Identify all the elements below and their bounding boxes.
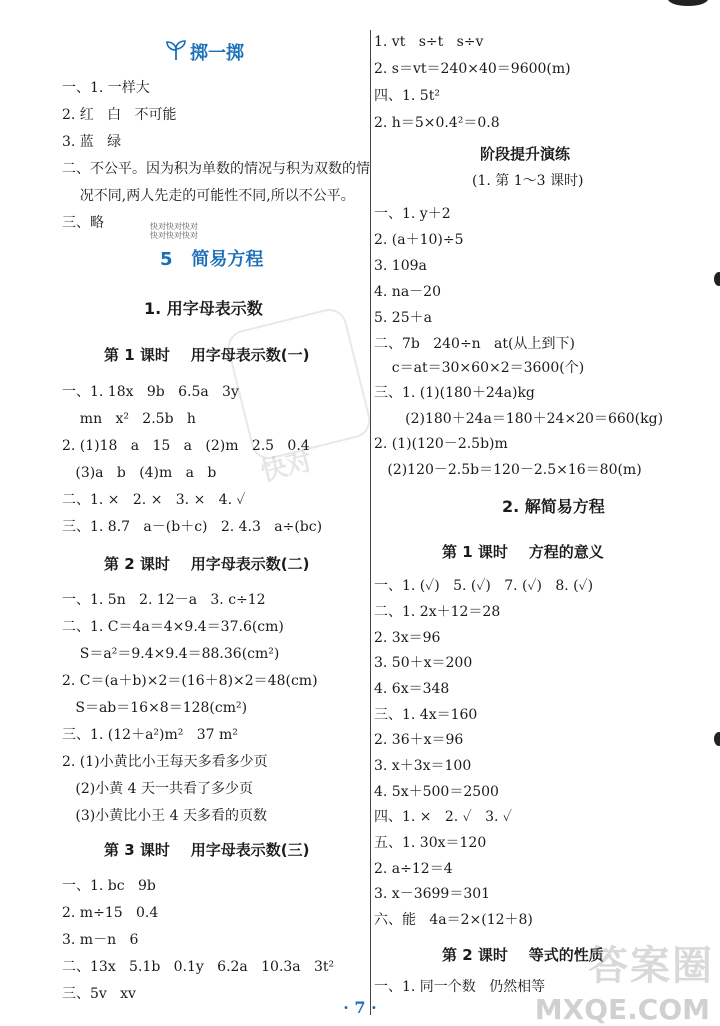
answer-line: S＝ab＝16×8＝128(cm²): [62, 700, 248, 716]
answer-line: S＝a²＝9.4×9.4＝88.36(cm²): [62, 646, 280, 662]
answer-line: 一、1. (✓) 5. (✓) 7. (✓) 8. (✓): [374, 578, 594, 594]
scan-mark-right-2: [714, 732, 720, 746]
answer-line: 5. 25＋a: [374, 310, 432, 326]
answer-line: 三、1. (12＋a²)m² 37 m²: [62, 727, 238, 743]
lesson-title: 第 1 课时 方程的意义: [442, 543, 604, 561]
scan-mark-right-1: [714, 272, 720, 286]
answer-line: 2. (1)18 a 15 a (2)m 2.5 0.4: [62, 438, 310, 454]
stage-subtitle: (1. 第 1～3 课时): [472, 173, 584, 189]
answer-line: 四、1. × 2. ✓ 3. ✓: [374, 809, 512, 825]
answer-line: 四、1. 5t²: [374, 88, 440, 104]
answer-line: (2)180＋24a＝180＋24×20＝660(kg): [374, 411, 664, 427]
answer-line: 二、1. 2x＋12＝28: [374, 604, 501, 620]
answer-line: (2)小黄 4 天一共看了多少页: [62, 781, 253, 797]
answer-line: 五、1. 30x＝120: [374, 835, 487, 851]
answer-line: 3. 蓝 绿: [62, 134, 122, 150]
watermark-text: 快对: [257, 446, 316, 488]
answer-line: 1. vt s÷t s÷v: [374, 34, 484, 50]
answer-line: 一、1. 5n 2. 12－a 3. c÷12: [62, 592, 266, 608]
answer-line: (3)小黄比小王 4 天多看的页数: [62, 808, 267, 824]
stamp-line-2: 快对快对快对: [150, 231, 198, 240]
answer-line: 3. x＋3x＝100: [374, 758, 472, 774]
answer-line: 4. na－20: [374, 284, 441, 300]
stage-title: 阶段提升演练: [480, 145, 571, 163]
answer-line: 3. m－n 6: [62, 932, 139, 948]
answer-line: (3)a b (4)m a b: [62, 465, 217, 481]
answer-line: 2. h＝5×0.4²＝0.8: [374, 115, 500, 131]
answer-line: 2. 3x＝96: [374, 630, 441, 646]
answer-line: 一、1. 同一个数 仍然相等: [374, 979, 546, 995]
answer-line: 三、1. 4x＝160: [374, 707, 478, 723]
answer-line: 4. 6x＝348: [374, 681, 450, 697]
corner-watermark-url: MXQE.COM: [534, 993, 710, 1026]
answer-line: 4. 5x＋500＝2500: [374, 784, 499, 800]
answer-line: 三、1. (1)(180＋24a)kg: [374, 385, 535, 401]
answer-line: 2. m÷15 0.4: [62, 905, 159, 921]
answer-line: 一、1. bc 9b: [62, 878, 156, 894]
answer-line: 三、1. 8.7 a－(b＋c) 2. 4.3 a÷(bc): [62, 519, 323, 535]
answer-line: 2. (1)(120－2.5b)m: [374, 436, 508, 452]
answer-line: 一、1. 一样大: [62, 80, 150, 96]
answer-line: 一、1. y＋2: [374, 206, 451, 222]
page-number: · 7 ·: [343, 998, 377, 1017]
lesson-title: 第 2 课时 等式的性质: [442, 946, 604, 964]
answer-line: 二、1. × 2. × 3. × 4. ✓: [62, 492, 246, 508]
answer-line: 2. C＝(a＋b)×2＝(16＋8)×2＝48(cm): [62, 673, 318, 689]
answer-line: 况不同,两人先走的可能性不同,所以不公平。: [62, 188, 355, 204]
answer-line: 2. (1)小黄比小王每天多看多少页: [62, 754, 268, 770]
answer-line: 2. s＝vt＝240×40＝9600(m): [374, 61, 571, 77]
subunit-title: 1. 用字母表示数: [144, 299, 263, 318]
answer-line: 二、不公平。因为积为单数的情况与积为双数的情: [62, 161, 370, 177]
answer-line: mn x² 2.5b h: [62, 411, 196, 427]
corner-watermark: 答案圈: [588, 943, 714, 989]
answer-line: 2. (a＋10)÷5: [374, 232, 464, 248]
unit-title: 5 简易方程: [160, 249, 264, 270]
answer-line: 二、13x 5.1b 0.1y 6.2a 10.3a 3t²: [62, 959, 335, 975]
lesson-title: 第 3 课时 用字母表示数(三): [104, 841, 310, 859]
answer-line: 2. a÷12＝4: [374, 861, 453, 877]
answer-line: 三、5v xv: [62, 986, 136, 1002]
sprout-icon: [164, 38, 188, 62]
scan-mark-top: [668, 0, 708, 6]
lesson-title: 第 1 课时 用字母表示数(一): [104, 346, 310, 364]
answer-line: 二、7b 240÷n at(从上到下): [374, 336, 575, 352]
answer-line: 三、略: [62, 215, 104, 231]
answer-line: 二、1. C＝4a＝4×9.4＝37.6(cm): [62, 619, 284, 635]
answer-line: 六、能 4a＝2×(12＋8): [374, 912, 533, 928]
section-title-throw: 掷一掷: [190, 43, 244, 64]
answer-stamp: [150, 222, 198, 240]
stamp-line-1: 快对快对快对: [150, 222, 198, 231]
answer-line: 3. 50＋x＝200: [374, 655, 473, 671]
answer-line: 2. 36＋x＝96: [374, 732, 464, 748]
column-divider: [370, 30, 371, 1015]
answer-line: 3. 109a: [374, 258, 427, 274]
answer-line: 3. x－3699＝301: [374, 886, 491, 902]
answer-line: (2)120－2.5b＝120－2.5×16＝80(m): [374, 462, 642, 478]
subunit-title: 2. 解简易方程: [502, 497, 605, 516]
answer-line: 一、1. 18x 9b 6.5a 3y: [62, 384, 239, 400]
lesson-title: 第 2 课时 用字母表示数(二): [104, 555, 310, 573]
answer-line: 2. 红 白 不可能: [62, 107, 177, 123]
answer-line: c＝at＝30×60×2＝3600(个): [374, 360, 585, 376]
